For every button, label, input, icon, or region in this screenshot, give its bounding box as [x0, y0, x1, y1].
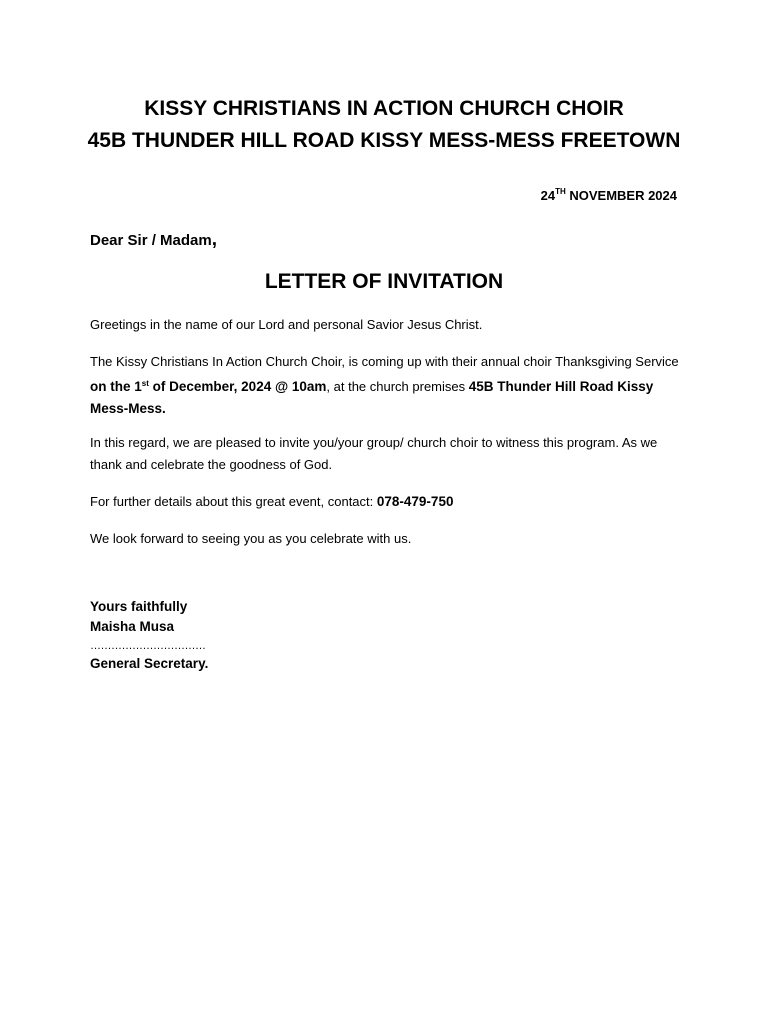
contact-phone: 078-479-750 — [376, 494, 454, 509]
contact-paragraph — [90, 491, 680, 513]
event-date-bold — [90, 379, 326, 394]
event-text-1: The Kissy Christians In Action Church Choir, is coming up with their annual choir Thanksgiving Service — [90, 354, 679, 369]
event-date-part-1: on the 1 — [90, 379, 142, 394]
event-text-2: , at the church premises — [326, 379, 469, 394]
signature-line: …………………………… — [90, 640, 206, 652]
signature-role: General Secretary. — [90, 656, 209, 671]
contact-text: For further details about this great event, contact: — [90, 494, 377, 509]
organization-name: KISSY CHRISTIANS IN ACTION CHURCH CHOIR — [144, 97, 624, 120]
date-day: 24 — [540, 188, 556, 203]
salutation-text: Dear Sir / Madam — [90, 232, 212, 249]
letter-date — [541, 187, 677, 203]
letter-title: LETTER OF INVITATION — [264, 270, 504, 293]
date-suffix: TH — [555, 187, 566, 196]
invitation-paragraph: In this regard, we are pleased to invite you/your group/ church choir to witness this program. As we thank and celebrate the goodness of God. — [90, 435, 658, 472]
salutation — [90, 229, 217, 251]
signature-closing: Yours faithfully — [90, 599, 188, 614]
event-venue: 45B Thunder Hill Road Kissy Mess-Mess. — [90, 379, 654, 416]
event-date-part-2: of December, 2024 @ 10am — [148, 379, 327, 394]
organization-address: 45B THUNDER HILL ROAD KISSY MESS-MESS FREETOWN — [87, 129, 681, 152]
signature-name: Maisha Musa — [90, 619, 175, 634]
salutation-comma: , — [211, 229, 217, 250]
closing-paragraph: We look forward to seeing you as you celebrate with us. — [90, 531, 412, 546]
greeting-paragraph: Greetings in the name of our Lord and personal Savior Jesus Christ. — [90, 317, 483, 332]
date-rest: NOVEMBER 2024 — [565, 188, 677, 203]
event-date-suffix: st — [141, 379, 149, 388]
event-paragraph — [90, 351, 680, 420]
